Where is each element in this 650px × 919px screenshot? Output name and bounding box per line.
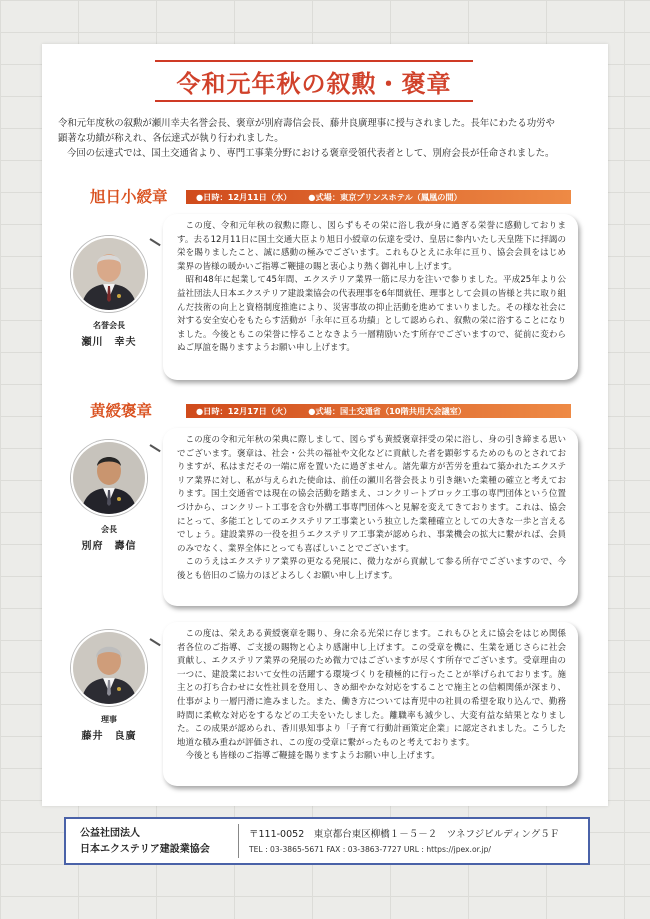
message-bubble-segawa [163,214,578,380]
portrait-photo [71,236,147,312]
message-paragraph: この度の令和元年秋の栄典に際しまして、図らずも黄綬褒章拝受の栄に浴し、身の引き締まる思いでございます。褒章は、社会・公共の福祉や文化などに貢献した者を顕彰するためのものとされておりますが、私はまだその一端に席を置いたに過ぎません。諸先輩方が苦労を重ねて築かれたエクステリア業界に対し、私が与えられた使命は、前任の瀬川名誉会長より引き継いた業種の確立と考えております。国土交通省では現在の協会活動を踏まえ、コンクリートブロック工事の専門団体という位置づけから、コンクリート工事を含む外構工事専門団体へと見解を変えてきております。これは、協会にとって、多能工としてのエクステリア工事業という独立した業種確立としての大きな一歩と言えるでしょう。建設業界の一役を担うエクステリア工事業が認められ、事業機会の拡大に繋がれば、会員のみでなく、業界全体にとっても喜ばしいことでございます。 [177,435,566,554]
intro-text [58,116,598,161]
section-info-bar [186,190,571,204]
section-header-ouju [90,400,610,422]
intro-line: 今回の伝達式では、国土交通省より、専門工事業分野における褒章受領代表者として、別府会長が任命されました。 [67,148,555,159]
person-name: 藤井 良廣 [81,731,137,742]
person-role: 理事 [101,715,117,724]
message-paragraph: 今後とも皆様のご指導ご鞭撻を賜りますようお願い申し上げます。 [185,751,440,762]
person-name: 別府 壽信 [81,541,137,552]
intro-line: 顕著な功績が称えれ、各伝達式が執り行われました。 [58,133,284,144]
person-segawa [66,236,152,348]
person-role: 名誉会長 [93,321,125,330]
portrait-illustration [73,632,145,704]
footer-contact-box [64,817,590,865]
message-paragraph: この度は、栄えある黄綬褒章を賜り、身に余る光栄に存じます。これもひとえに協会をはじめ関係者各位のご指導、ご支援の賜物と心より感謝申し上げます。この受章を機に、生業を通じさらに社会貢献し、エクステリア業界の発展のため微力ではございますが尽くす所存でございます。受章理由の一つに、建設業において女性の活躍する環境づくりを積極的に行ったことが挙げられております。施主との打ち合わせに女性社員を登用し、きめ細やかな対応をすることで施主との信頼関係が深まり、仕事がより一層円滑に進みました。また、働き方については育児中の社員の希望を取り込んで、勤務時間に柔軟な対応をするなどの工夫をいたしました。離職率も減少し、大変有益な結果となりました。この成果が認められ、香川県知事より「子育て行動計画策定企業」に認定されました。こうした地道な積み重ねが評価され、この度の受章に繋がったものと考えております。 [177,629,566,748]
message-bubble-beppu [163,428,578,606]
person-role: 会長 [101,525,117,534]
ceremony-venue: ●式場：東京プリンスホテル（鳳凰の間） [308,192,462,202]
message-paragraph: この度、令和元年秋の叙勲に際し、図らずもその栄に浴し我が身に過ぎる栄誉に感動しております。去る12月11日に国土交通大臣より旭日小綬章の伝達を受け、皇居に参内いたし天皇陛下に拝謁の栄を賜りましたこと、誠に感動の極みでございます。これもひとえに永年に亘り、協会会員をはじめ業界の皆様の暖かいご指導ご鞭撻の賜と衷心より熱く御礼申し上げます。 [177,221,566,272]
organization-type: 公益社団法人 [80,828,140,839]
person-name: 瀬川 幸夫 [81,337,137,348]
organization-address: 〒111-0052 東京都台東区柳橋１－５－２ ツネフジビルディング５Ｆ [249,829,560,840]
intro-line: 令和元年度秋の叙勲が瀬川幸夫名誉会長、褒章が別府壽信会長、藤井良廣理事に授与されました。長年にわたる功労や [58,118,555,129]
portrait-illustration [73,238,145,310]
message-paragraph: 昭和48年に起業して45年間、エクステリア業界一筋に尽力を注いで参りました。平成25年より公益社団法人日本エクステリア建設業協会の代表理事を6年間就任、理事として会員の皆様と共に取り組んだ技術の向上と資格制度推進により、災害事故の抑止活動を進めてまいりました。その様な社会に対する安全安心をもたらす活動が「永年に亘る功績」として認められ、叙勲の栄に浴することになりました。今後ともこの栄誉に悖ることなきよう一層精励いたす所存でございますので、従前に変わらぬご厚誼を賜りますようお願い申し上げます。 [177,275,566,354]
section-title: 旭日小綬章 [90,186,186,208]
portrait-photo [71,630,147,706]
message-bubble-fujii [163,622,578,786]
portrait-illustration [73,442,145,514]
organization-name [80,826,210,858]
organization-title: 日本エクステリア建設業協会 [80,844,210,855]
section-info-bar [186,404,571,418]
footer-divider [238,824,239,858]
page-title: 令和元年秋の叙勲・褒章 [176,69,452,98]
message-paragraph: このうえはエクステリア業界の更なる発展に、微力ながら貢献して参る所存でございますので、今後とも倍旧のご協力のほどよろしくお願い申し上げます。 [177,557,566,581]
ceremony-venue: ●式場：国土交通省（10階共用大会議室） [308,406,467,416]
portrait-photo [71,440,147,516]
section-title: 黄綬褒章 [90,400,186,422]
ceremony-date: ●日時：12月11日（水） [196,192,292,202]
page-title-box [155,60,473,102]
person-fujii [66,630,152,742]
organization-contact: TEL : 03-3865-5671 FAX : 03-3863-7727 URL : https://jpex.or.jp/ [249,845,491,854]
ceremony-date: ●日時：12月17日（火） [196,406,292,416]
section-header-kyokujitsu [90,186,610,208]
person-beppu [66,440,152,552]
